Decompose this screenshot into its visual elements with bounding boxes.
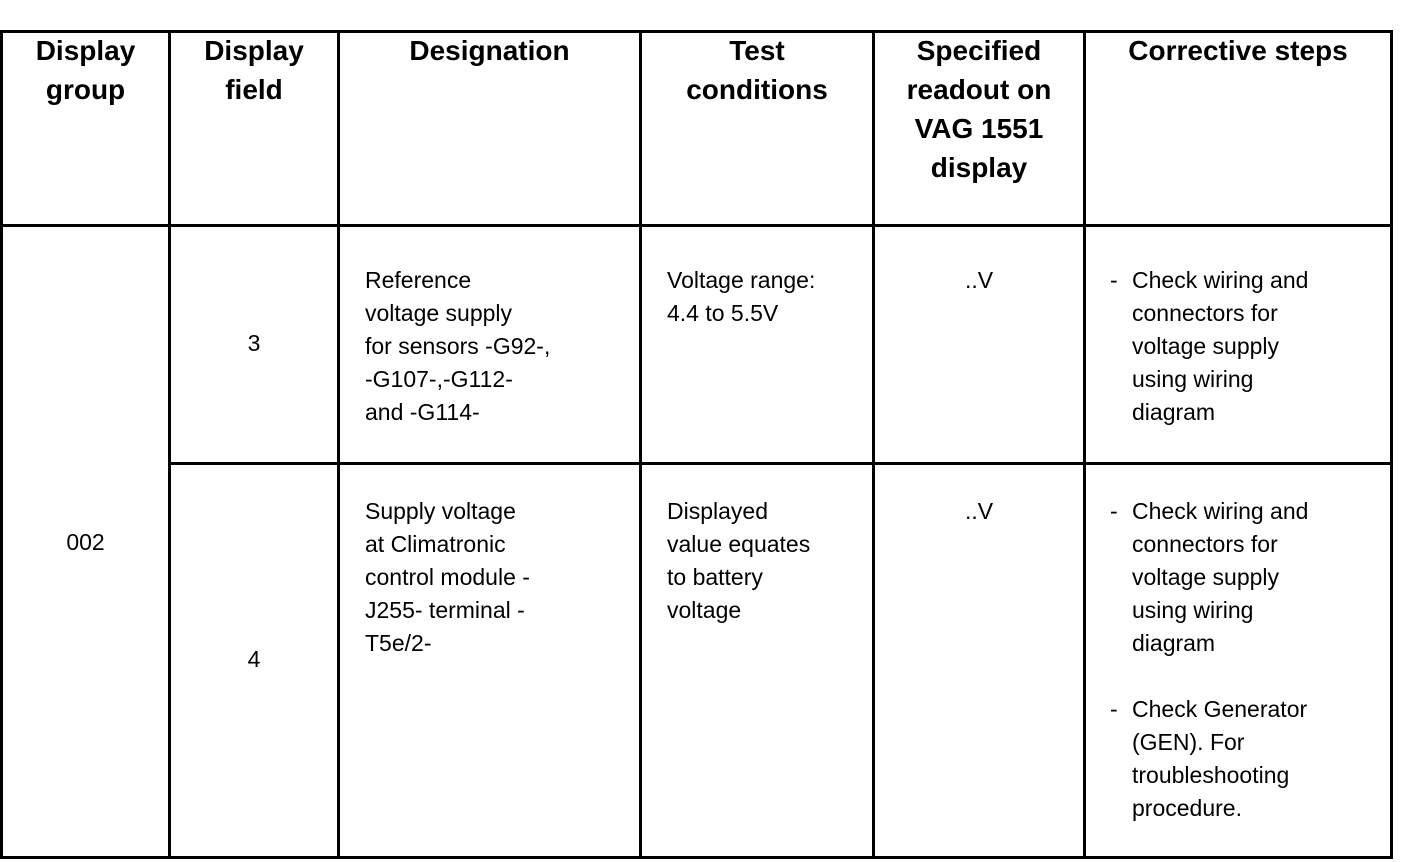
readout-value: ..V	[964, 267, 994, 293]
table-border-right	[1390, 30, 1393, 859]
header-divider	[0, 224, 1393, 227]
corrective-step	[1110, 693, 1390, 825]
display-field-value: 3	[247, 330, 261, 356]
table-border-left	[0, 30, 3, 859]
test-conditions-text: Voltage range: 4.4 to 5.5V	[667, 267, 816, 326]
corrective-step-text: Check wiring and connectors for voltage supply using wiring diagram	[1132, 498, 1309, 656]
corrective-steps-list	[1110, 264, 1390, 429]
corrective-step-text: Check wiring and connectors for voltage supply using wiring diagram	[1132, 267, 1309, 425]
designation-text: Supply voltage at Climatronic control module - J255- terminal - T5e/2-	[365, 498, 530, 656]
table-border-bottom	[0, 856, 1393, 859]
column-divider	[639, 30, 642, 859]
designation-text: Reference voltage supply for sensors -G92-, -G107-,-G112- and -G114-	[365, 267, 551, 425]
test-conditions-text: Displayed value equates to battery voltage	[667, 498, 811, 623]
column-divider	[337, 30, 340, 859]
header-specified-readout: Specified readout on VAG 1551 display	[906, 35, 1052, 183]
corrective-step-text: Check Generator (GEN). For troubleshooting procedure.	[1132, 696, 1308, 821]
header-display-field: Display field	[204, 35, 304, 105]
corrective-step	[1110, 264, 1390, 429]
display-group-value: 002	[66, 529, 105, 555]
header-corrective-steps: Corrective steps	[1128, 35, 1348, 66]
header-display-group: Display group	[35, 35, 136, 105]
corrective-step	[1110, 495, 1390, 660]
column-divider	[168, 30, 171, 859]
display-field-value: 4	[247, 646, 261, 672]
readout-value: ..V	[964, 498, 994, 524]
bullet-dash: -	[1110, 267, 1118, 293]
bullet-dash: -	[1110, 498, 1118, 524]
column-divider	[1083, 30, 1086, 859]
bullet-dash: -	[1110, 696, 1118, 722]
header-designation: Designation	[409, 35, 570, 66]
header-test-conditions: Test conditions	[686, 35, 828, 105]
corrective-steps-list	[1110, 495, 1390, 825]
row-divider	[169, 462, 1393, 465]
